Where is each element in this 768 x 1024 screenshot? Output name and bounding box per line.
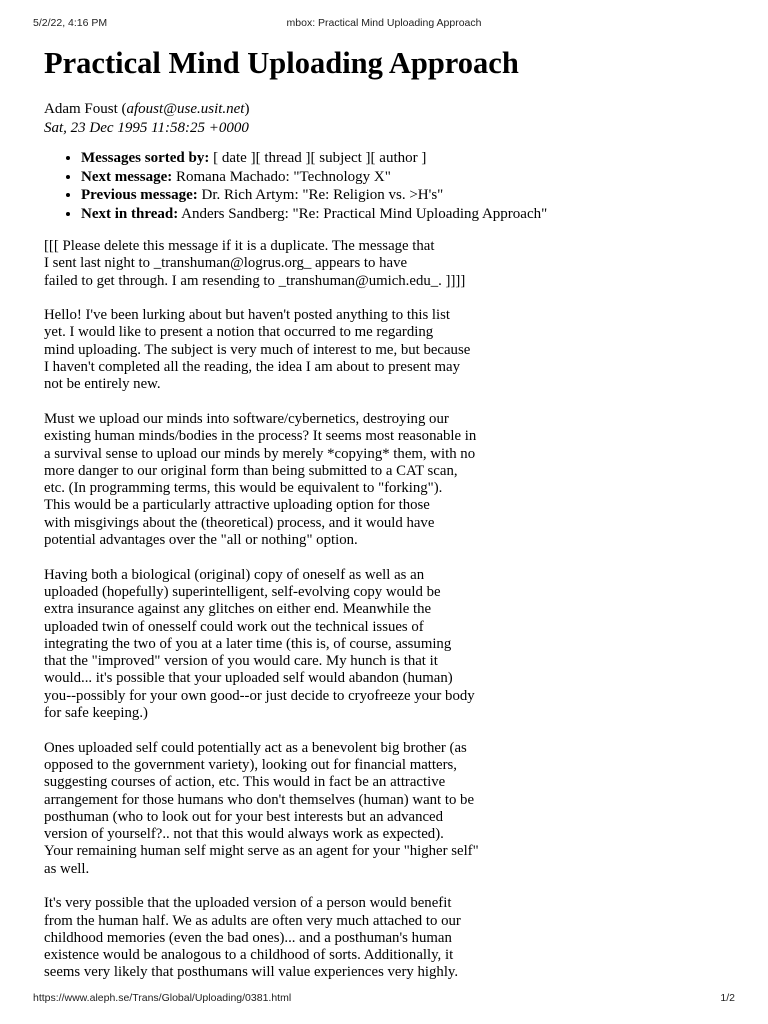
author-line: Adam Foust (afoust@use.usit.net) xyxy=(44,101,250,117)
sort-link-date[interactable]: date xyxy=(221,150,247,166)
nav-next-message xyxy=(81,168,744,187)
print-page-title: mbox: Practical Mind Uploading Approach xyxy=(286,17,482,29)
print-url: https://www.aleph.se/Trans/Global/Uploading/0381.html xyxy=(33,992,292,1004)
sort-link-subject[interactable]: subject xyxy=(319,150,362,166)
author-name: Adam Foust xyxy=(44,101,118,117)
sort-link-subject-close: ] xyxy=(361,150,371,166)
message-navigation xyxy=(44,149,744,223)
sort-link-author[interactable]: author xyxy=(379,150,418,166)
print-footer xyxy=(0,992,768,1006)
body-paragraph: Hello! I've been lurking about but haven't posted anything to this list yet. I would like to present a notion that occurred to me regarding mind uploading. The subject is very much of interest to me, but because I haven't completed all the reading, the idea I am about to present may not be entirely new. xyxy=(44,307,471,393)
body-paragraph: [[[ Please delete this message if it is a duplicate. The message that I sent last night to _transhuman@logrus.org_ appears to have failed to get through. I am resending to _transhuman@umich.edu_. ]]]] xyxy=(44,238,466,289)
next-message-link[interactable]: Romana Machado: "Technology X" xyxy=(175,168,391,185)
nav-next-label: Next message: xyxy=(81,168,173,185)
next-in-thread-link[interactable]: Anders Sandberg: "Re: Practical Mind Uploading Approach" xyxy=(181,205,548,222)
print-header xyxy=(0,17,768,31)
body-paragraph: Ones uploaded self could potentially act as a benevolent big brother (as opposed to the government variety), looking out for financial matters, suggesting courses of action, etc. This would in fact be an attractive arrangement for those humans who don't themselves (human) want to be posthuman (who to look out for your best interests but an advanced version of yourself?.. not that this would always work as expected). Your remaining human self might serve as an agent for your "higher self" as well. xyxy=(44,739,479,877)
nav-prev-label: Previous message: xyxy=(81,187,198,203)
print-page-number: 1/2 xyxy=(720,992,735,1004)
message-date: Sat, 23 Dec 1995 11:58:25 +0000 xyxy=(44,119,249,136)
sort-link-date-open: [ xyxy=(213,150,222,166)
print-datetime: 5/2/22, 4:16 PM xyxy=(33,17,108,29)
sort-link-thread-close: ] xyxy=(301,150,311,166)
body-paragraph: Having both a biological (original) copy of oneself as well as an uploaded (hopefully) superintelligent, self-evolving copy would be extra insurance against any glitches on either end. Meanwhile the uploaded twin of onesself could work out the technical issues of integrating the two of you at a later time (this is, of course, assuming that the "improved" version of you would care. My hunch is that it would... it's possible that your uploaded self would abandon (human) you--possibly for your own good--or just decide to cryofreeze your body for safe keeping.) xyxy=(44,566,475,722)
sort-link-author-close: ] xyxy=(417,150,427,166)
sort-link-subject-open: [ xyxy=(310,150,320,166)
nav-thread-label: Next in thread: xyxy=(81,205,179,222)
nav-sorted-by xyxy=(81,149,744,168)
sort-link-author-open: [ xyxy=(370,150,380,166)
message-content xyxy=(44,44,744,999)
body-paragraph: It's very possible that the uploaded version of a person would benefit from the human half. We as adults are often very much attached to our childhood memories (even the bad ones)... and a posthuman's human existence would be analogous to a childhood of sorts. Additionally, it seems very likely that posthumans will value experiences very highly. xyxy=(44,895,461,981)
message-title: Practical Mind Uploading Approach xyxy=(44,46,519,80)
nav-sorted-label: Messages sorted by: xyxy=(81,150,210,166)
message-body xyxy=(44,238,744,982)
body-paragraph: Must we upload our minds into software/cybernetics, destroying our existing human minds/bodies in the process? It seems most reasonable in a survival sense to upload our minds by merely *copying* them, with no more danger to our original form than being submitted to a CAT scan, etc. (In programming terms, this would be equivalent to "forking"). This would be a particularly attractive uploading option for those with misgivings about the (theoretical) process, and it would have potential advantages over the "all or nothing" option. xyxy=(44,410,477,549)
sort-link-date-close: ] xyxy=(246,150,256,166)
nav-next-in-thread xyxy=(81,205,744,224)
message-meta xyxy=(44,100,744,137)
sort-link-thread[interactable]: thread xyxy=(264,150,302,166)
nav-previous-message xyxy=(81,186,744,205)
previous-message-link[interactable]: Dr. Rich Artym: "Re: Religion vs. >H's" xyxy=(201,187,444,203)
author-email-link[interactable]: afoust@use.usit.net xyxy=(126,101,245,117)
sort-link-thread-open: [ xyxy=(255,150,265,166)
